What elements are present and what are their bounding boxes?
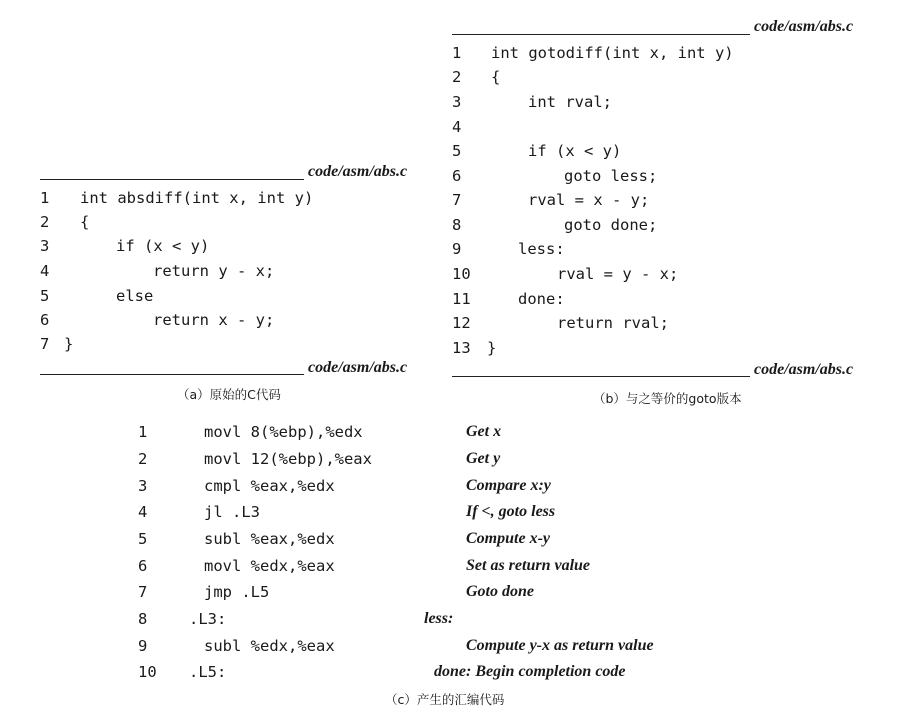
panel-a-code-line: return x - y; xyxy=(153,311,275,329)
panel-b-line-number: 12 xyxy=(452,314,471,332)
panel-a-line-number: 2 xyxy=(40,213,50,231)
panel-c-line-number: 6 xyxy=(138,557,148,575)
panel-c-comment: done: Begin completion code xyxy=(434,663,626,680)
panel-c-line-number: 5 xyxy=(138,530,148,548)
panel-a-file-bottom: code/asm/abs.c xyxy=(308,359,408,376)
panel-a-code-line: { xyxy=(80,213,90,231)
panel-b-line-number: 13 xyxy=(452,339,471,357)
panel-b-code-line: int rval; xyxy=(528,93,612,111)
panel-b-code-line: done: xyxy=(518,290,565,308)
panel-c-comment: Compute x-y xyxy=(466,530,550,547)
panel-b-line-number: 3 xyxy=(452,93,462,111)
panel-c-line-number: 3 xyxy=(138,477,148,495)
panel-b-code-line: } xyxy=(487,339,497,357)
panel-a-code-line: } xyxy=(64,335,74,353)
panel-a-line-number: 3 xyxy=(40,237,50,255)
panel-c-comment: Get x xyxy=(466,423,502,440)
panel-b-line-number: 10 xyxy=(452,265,471,283)
panel-c-code-line: .L5: xyxy=(189,663,227,681)
panel-b-line-number: 7 xyxy=(452,191,462,209)
panel-b-file-top: code/asm/abs.c xyxy=(754,18,854,35)
panel-b-line-number: 6 xyxy=(452,167,462,185)
panel-c-code-line: movl 8(%ebp),%edx xyxy=(204,423,363,441)
panel-a-code-line: else xyxy=(116,287,154,305)
panel-b-code-line: rval = y - x; xyxy=(557,265,679,283)
panel-c-label: less: xyxy=(424,610,454,627)
panel-b-code-line: { xyxy=(491,68,501,86)
panel-c-code-line: subl %eax,%edx xyxy=(204,530,335,548)
panel-b-code-line: rval = x - y; xyxy=(528,191,650,209)
panel-a-bottom-rule xyxy=(40,374,304,375)
panel-c-comment: Compare x:y xyxy=(466,477,551,494)
panel-c-comment: If <, goto less xyxy=(466,503,556,520)
panel-b-file-bottom: code/asm/abs.c xyxy=(754,361,854,378)
panel-a-line-number: 6 xyxy=(40,311,50,329)
panel-c-line-number: 9 xyxy=(138,637,148,655)
panel-b-code-line: goto done; xyxy=(564,216,658,234)
panel-c-code-line: movl %edx,%eax xyxy=(204,557,335,575)
panel-a-file-top: code/asm/abs.c xyxy=(308,163,408,180)
panel-b-caption: （b）与之等价的goto版本 xyxy=(593,391,742,406)
panel-a-code-line: int absdiff(int x, int y) xyxy=(80,189,314,207)
panel-c-comment: Goto done xyxy=(466,583,534,600)
panel-c-line-number: 10 xyxy=(138,663,157,681)
panel-c-caption: （c）产生的汇编代码 xyxy=(385,692,505,707)
panel-b-code-line: return rval; xyxy=(557,314,669,332)
panel-a-code-line: if (x < y) xyxy=(116,237,210,255)
panel-c-comment: Compute y-x as return value xyxy=(466,637,654,654)
panel-b-line-number: 2 xyxy=(452,68,462,86)
panel-b-code-line: int gotodiff(int x, int y) xyxy=(491,44,734,62)
panel-b-bottom-rule xyxy=(452,376,750,377)
panel-c-code-line: movl 12(%ebp),%eax xyxy=(204,450,372,468)
panel-b-line-number: 4 xyxy=(452,118,462,136)
panel-c-code-line: jl .L3 xyxy=(204,503,260,521)
panel-a-line-number: 7 xyxy=(40,335,50,353)
panel-a-top-rule xyxy=(40,179,304,180)
panel-b-line-number: 5 xyxy=(452,142,462,160)
panel-c-line-number: 4 xyxy=(138,503,148,521)
panel-c-comment: Set as return value xyxy=(466,557,591,574)
panel-b-top-rule xyxy=(452,34,750,35)
panel-c-comment: Get y xyxy=(466,450,501,467)
panel-a-line-number: 5 xyxy=(40,287,50,305)
panel-c-line-number: 8 xyxy=(138,610,148,628)
panel-b-code-line: goto less; xyxy=(564,167,658,185)
panel-a-line-number: 1 xyxy=(40,189,50,207)
panel-c-line-number: 7 xyxy=(138,583,148,601)
panel-c-line-number: 2 xyxy=(138,450,148,468)
panel-b-code-line: if (x < y) xyxy=(528,142,622,160)
panel-b-line-number: 9 xyxy=(452,240,462,258)
panel-c-code-line: cmpl %eax,%edx xyxy=(204,477,335,495)
panel-a-line-number: 4 xyxy=(40,262,50,280)
panel-c-line-number: 1 xyxy=(138,423,148,441)
panel-b-line-number: 11 xyxy=(452,290,471,308)
panel-b-code-line: less: xyxy=(518,240,565,258)
panel-c-code-line: .L3: xyxy=(189,610,227,628)
panel-b-line-number: 1 xyxy=(452,44,462,62)
panel-a-caption: （a）原始的C代码 xyxy=(177,387,281,402)
panel-c-code-line: subl %edx,%eax xyxy=(204,637,335,655)
panel-c-code-line: jmp .L5 xyxy=(204,583,270,601)
panel-b-line-number: 8 xyxy=(452,216,462,234)
panel-a-code-line: return y - x; xyxy=(153,262,275,280)
